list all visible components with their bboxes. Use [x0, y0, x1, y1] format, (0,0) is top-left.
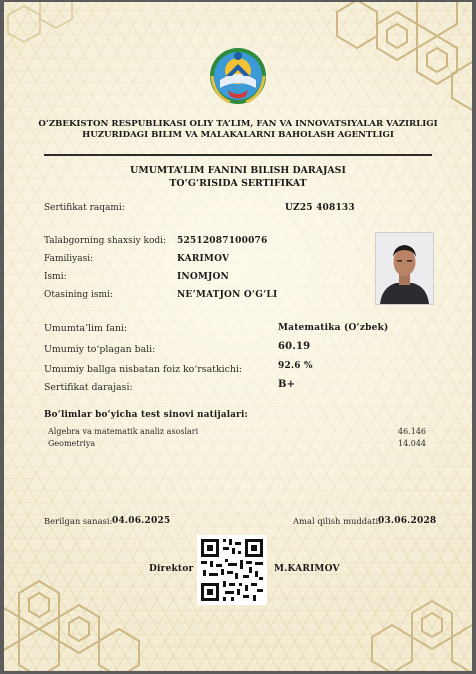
certificate-number-value: UZ25 408133: [285, 203, 355, 213]
percent-label: Umumiy ballga nisbatan foiz ko‘rsatkichi:: [44, 364, 243, 375]
patronymic-label: Otasining ismi:: [44, 290, 113, 300]
certificate-page: [4, 2, 472, 671]
ornament-bottom-right: [362, 561, 472, 671]
ornament-bottom-left: [4, 541, 154, 671]
issued-date-value: 04.06.2025: [112, 516, 171, 526]
personal-code-value: 52512087100076: [177, 236, 268, 246]
qr-code-icon: [197, 535, 267, 605]
signatory-role: Direktor: [149, 564, 194, 574]
certificate-title-line2: TO‘G‘RISIDA SERTIFIKAT: [169, 178, 307, 189]
surname-label: Familiyasi:: [44, 254, 94, 264]
agency-header-line2: HUZURIDAGI BILIM VA MALAKALARNI BAHOLASH AGENTLIGI: [82, 130, 394, 140]
percent-value: 92.6 %: [278, 361, 313, 371]
agency-header-line1: O‘ZBEKISTON RESPUBLIKASI OLIY TA’LIM, FAN VA INNOVATSIYALAR VAZIRLIGI: [38, 119, 438, 129]
portrait-photo: [375, 232, 434, 305]
surname-value: KARIMOV: [177, 254, 230, 264]
signatory-name: M.KARIMOV: [274, 564, 340, 574]
section-row-name: Algebra va matematik analiz asoslari: [48, 427, 199, 436]
certificate-title-line1: UMUMTA’LIM FANINI BILISH DARAJASI: [130, 165, 346, 176]
subject-label: Umumta’lim fani:: [44, 323, 128, 334]
patronymic-value: NE’MATJON O‘G‘LI: [177, 290, 278, 300]
personal-code-label: Talabgorning shaxsiy kodi:: [44, 236, 167, 246]
issued-date-label: Berilgan sanasi:: [44, 516, 113, 526]
section-row-score: 14.044: [398, 439, 426, 448]
section-row-score: 46.146: [398, 427, 426, 436]
ornament-top-right: [322, 2, 472, 112]
total-score-value: 60.19: [278, 341, 311, 352]
valid-until-label: Amal qilish muddati:: [293, 516, 381, 526]
sections-heading: Bo‘limlar bo‘yicha test sinovi natijalari:: [44, 410, 249, 420]
certificate-number-label: Sertifikat raqami:: [44, 203, 125, 213]
state-emblem-icon: [208, 46, 268, 106]
first-name-label: Ismi:: [44, 272, 67, 282]
certificate-level-label: Sertifikat darajasi:: [44, 382, 133, 393]
header-rule: [44, 154, 432, 156]
ornament-top-left: [4, 2, 74, 62]
section-row-name: Geometriya: [48, 439, 96, 448]
valid-until-value: 03.06.2028: [378, 516, 437, 526]
portrait-figure: [376, 233, 433, 304]
certificate-level-value: B+: [278, 379, 296, 390]
first-name-value: INOMJON: [177, 272, 229, 282]
subject-value: Matematika (O‘zbek): [278, 323, 389, 333]
total-score-label: Umumiy to‘plagan bali:: [44, 344, 156, 355]
